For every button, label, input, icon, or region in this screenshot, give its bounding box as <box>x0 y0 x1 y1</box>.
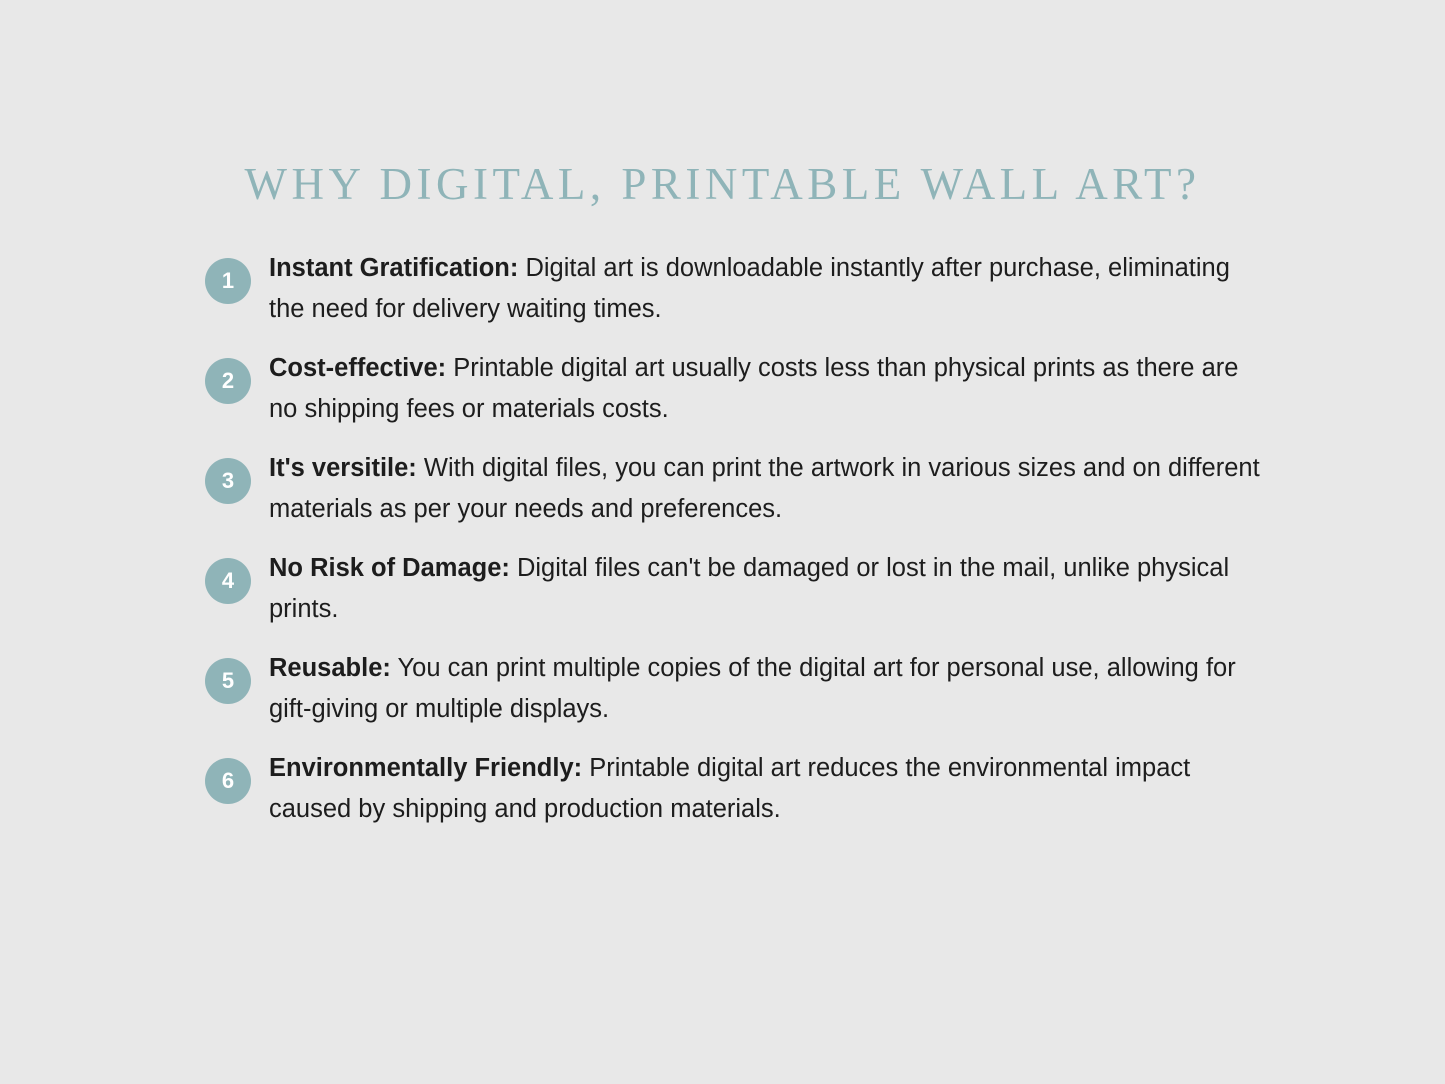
list-item-body: With digital files, you can print the artwork in various sizes and on different materials as per your needs and preferences. <box>269 454 1260 523</box>
list-item-body: You can print multiple copies of the digital art for personal use, allowing for gift-giving or multiple displays. <box>269 654 1236 723</box>
list-item-lead: It's versitile: <box>269 454 417 482</box>
list-item-text <box>269 748 1265 830</box>
page-title: WHY DIGITAL, PRINTABLE WALL ART? <box>244 159 1201 210</box>
list-item-number-badge: 2 <box>205 358 251 404</box>
list-item-text <box>269 548 1265 630</box>
list-item-number-badge: 4 <box>205 558 251 604</box>
list-item-body: Digital files can't be damaged or lost in the mail, unlike physical prints. <box>269 554 1230 623</box>
list-item-text <box>269 248 1265 330</box>
list-item <box>205 548 1265 630</box>
list-item <box>205 248 1265 330</box>
list-item-lead: Instant Gratification: <box>269 254 519 282</box>
list-item <box>205 648 1265 730</box>
list-item-number-badge: 1 <box>205 258 251 304</box>
list-item-body: Printable digital art usually costs less than physical prints as there are no shipping fees or materials costs. <box>269 354 1239 423</box>
list-item-body: Digital art is downloadable instantly after purchase, eliminating the need for delivery waiting times. <box>269 254 1230 323</box>
list-item <box>205 348 1265 430</box>
list-item-text <box>269 448 1265 530</box>
list-item-body: Printable digital art reduces the environmental impact caused by shipping and production materials. <box>269 754 1191 823</box>
list-item <box>205 748 1265 830</box>
list-item-lead: Reusable: <box>269 654 391 682</box>
list-item-text <box>269 648 1265 730</box>
list-item <box>205 448 1265 530</box>
list-item-lead: Cost-effective: <box>269 354 447 382</box>
list-item-lead: Environmentally Friendly: <box>269 754 583 782</box>
list-item-number-badge: 6 <box>205 758 251 804</box>
list-item-lead: No Risk of Damage: <box>269 554 510 582</box>
list-item-text <box>269 348 1265 430</box>
list-item-number-badge: 3 <box>205 458 251 504</box>
list-item-number-badge: 5 <box>205 658 251 704</box>
benefits-list <box>205 248 1265 848</box>
